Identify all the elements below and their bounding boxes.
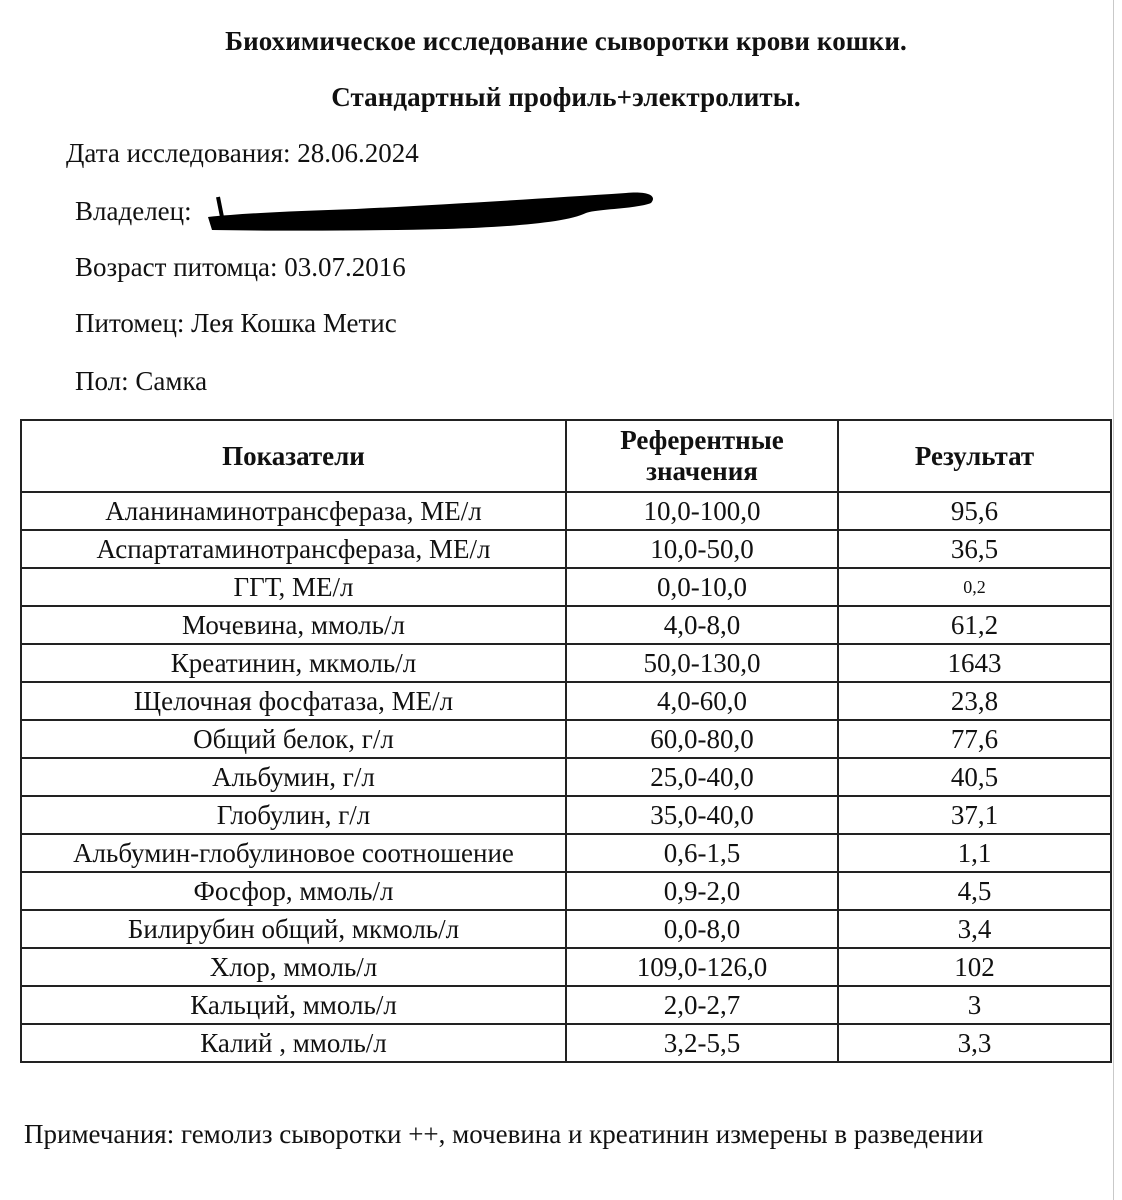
reference-value: 35,0-40,0 xyxy=(566,796,838,834)
pet-name: Питомец: Лея Кошка Метис xyxy=(75,308,397,338)
reference-value: 2,0-2,7 xyxy=(566,986,838,1024)
table-row xyxy=(21,720,1111,758)
result-value: 36,5 xyxy=(838,530,1111,568)
table-row xyxy=(21,948,1111,986)
notes: Примечания: гемолиз сыворотки ++, мочевина и креатинин измерены в разведении xyxy=(24,1119,984,1149)
table-row xyxy=(21,492,1111,530)
result-value: 3,4 xyxy=(838,910,1111,948)
parameter-name: ГГТ, МЕ/л xyxy=(21,568,566,606)
reference-value: 4,0-60,0 xyxy=(566,682,838,720)
header-reference xyxy=(566,420,838,492)
result-value: 1643 xyxy=(838,644,1111,682)
table-row xyxy=(21,530,1111,568)
table-row xyxy=(21,568,1111,606)
parameter-name: Аланинаминотрансфераза, МЕ/л xyxy=(21,492,566,530)
parameter-name: Аспартатаминотрансфераза, МЕ/л xyxy=(21,530,566,568)
redaction-mark xyxy=(206,183,656,235)
reference-value: 10,0-100,0 xyxy=(566,492,838,530)
document-subtitle: Стандартный профиль+электролиты. xyxy=(331,82,801,112)
table-row xyxy=(21,758,1111,796)
reference-value: 25,0-40,0 xyxy=(566,758,838,796)
parameter-name: Фосфор, ммоль/л xyxy=(21,872,566,910)
reference-value: 4,0-8,0 xyxy=(566,606,838,644)
reference-value: 50,0-130,0 xyxy=(566,644,838,682)
result-value: 95,6 xyxy=(838,492,1111,530)
header-result: Результат xyxy=(838,420,1111,492)
parameter-name: Альбумин, г/л xyxy=(21,758,566,796)
result-value: 1,1 xyxy=(838,834,1111,872)
parameter-name: Кальций, ммоль/л xyxy=(21,986,566,1024)
pet-sex: Пол: Самка xyxy=(75,366,208,396)
result-value: 77,6 xyxy=(838,720,1111,758)
result-value: 40,5 xyxy=(838,758,1111,796)
reference-value: 0,9-2,0 xyxy=(566,872,838,910)
reference-value: 0,6-1,5 xyxy=(566,834,838,872)
parameter-name: Билирубин общий, мкмоль/л xyxy=(21,910,566,948)
table-row xyxy=(21,872,1111,910)
study-date: Дата исследования: 28.06.2024 xyxy=(66,138,419,168)
parameter-name: Щелочная фосфатаза, МЕ/л xyxy=(21,682,566,720)
page-edge xyxy=(1113,0,1114,1200)
result-value: 23,8 xyxy=(838,682,1111,720)
parameter-name: Глобулин, г/л xyxy=(21,796,566,834)
table-row xyxy=(21,834,1111,872)
reference-value: 60,0-80,0 xyxy=(566,720,838,758)
table-row xyxy=(21,910,1111,948)
reference-value: 0,0-10,0 xyxy=(566,568,838,606)
result-value: 3,3 xyxy=(838,1024,1111,1062)
result-value: 4,5 xyxy=(838,872,1111,910)
owner-label: Владелец: xyxy=(75,196,192,226)
parameter-name: Общий белок, г/л xyxy=(21,720,566,758)
table-row xyxy=(21,986,1111,1024)
table-row xyxy=(21,644,1111,682)
result-value: 3 xyxy=(838,986,1111,1024)
table-row xyxy=(21,682,1111,720)
table-header-row xyxy=(21,420,1111,492)
results-table xyxy=(20,419,1112,1063)
parameter-name: Креатинин, мкмоль/л xyxy=(21,644,566,682)
parameter-name: Хлор, ммоль/л xyxy=(21,948,566,986)
header-reference-text: Референтные значения xyxy=(620,425,784,486)
reference-value: 3,2-5,5 xyxy=(566,1024,838,1062)
document-title: Биохимическое исследование сыворотки крови кошки. xyxy=(225,26,907,56)
result-value: 37,1 xyxy=(838,796,1111,834)
result-value: 61,2 xyxy=(838,606,1111,644)
header-parameter: Показатели xyxy=(21,420,566,492)
table-row xyxy=(21,606,1111,644)
table-row xyxy=(21,796,1111,834)
result-value: 102 xyxy=(838,948,1111,986)
parameter-name: Калий , ммоль/л xyxy=(21,1024,566,1062)
reference-value: 10,0-50,0 xyxy=(566,530,838,568)
pet-age: Возраст питомца: 03.07.2016 xyxy=(75,252,406,282)
parameter-name: Альбумин-глобулиновое соотношение xyxy=(21,834,566,872)
reference-value: 0,0-8,0 xyxy=(566,910,838,948)
parameter-name: Мочевина, ммоль/л xyxy=(21,606,566,644)
reference-value: 109,0-126,0 xyxy=(566,948,838,986)
result-value: 0,2 xyxy=(838,568,1111,606)
table-row xyxy=(21,1024,1111,1062)
